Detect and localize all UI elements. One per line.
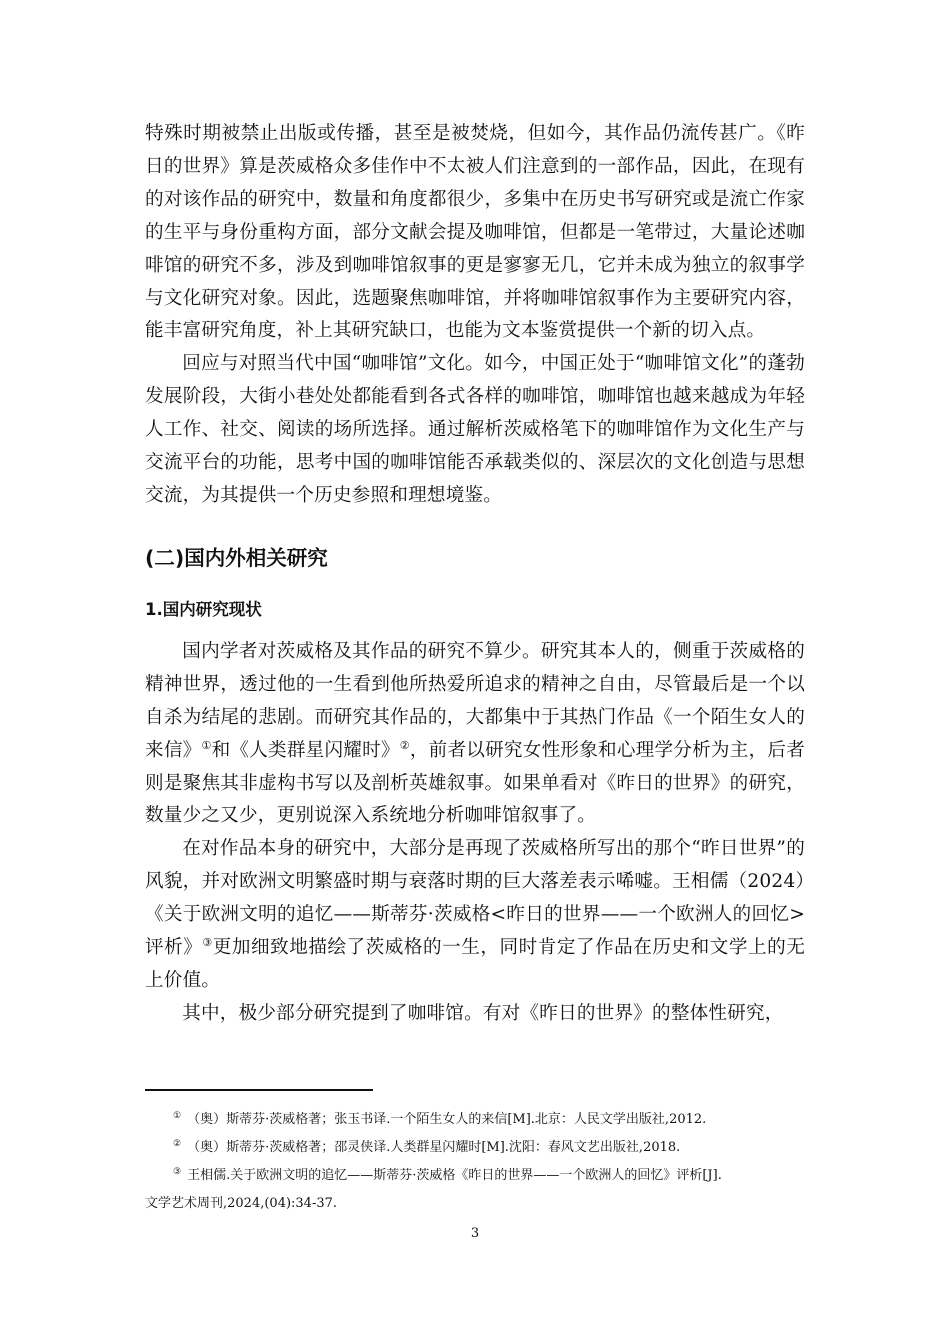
footnote-3-line-1 — [145, 1162, 805, 1190]
paragraph-3-text-a: 国内学者对茨威格及其作品的研究不算少。研究其本人的，侧重于茨威格的精神世界，透过他的一生看到他所热爱所追求的精神之自由，尽管最后是一个以自杀为结尾的悲剧。而研究其作品的，大都集中于其热门作品《一个陌生女人的来信》 — [145, 640, 805, 761]
footnote-3-number: ③ — [173, 1166, 182, 1177]
paragraph-1: 特殊时期被禁止出版或传播，甚至是被焚烧，但如今，其作品仍流传甚广。《昨日的世界》算是茨威格众多佳作中不太被人们注意到的一部作品，因此，在现有的对该作品的研究中，数量和角度都很少，多集中在历史书写研究或是流亡作家的生平与身份重构方面，部分文献会提及咖啡馆，但都是一笔带过，大量论述咖啡馆的研究不多，涉及到咖啡馆叙事的更是寥寥无几，它并未成为独立的叙事学与文化研究对象。因此，选题聚焦咖啡馆，并将咖啡馆叙事作为主要研究内容，能丰富研究角度，补上其研究缺口，也能为文本鉴赏提供一个新的切入点。 — [145, 123, 805, 342]
paragraph-3 — [145, 636, 805, 833]
footnote-ref-2: ② — [399, 738, 410, 752]
footnote-3-text-1: 王相儒.关于欧洲文明的追忆——斯蒂芬·茨威格《昨日的世界——一个欧洲人的回忆》评析[J]. — [187, 1168, 722, 1183]
footnote-ref-3: ③ — [202, 935, 213, 949]
footnote-2-number: ② — [173, 1138, 182, 1149]
paragraph-4-text-b: 更加细致地描绘了茨威格的一生，同时肯定了作品在历史和文学上的无上价值。 — [145, 937, 806, 991]
footnote-separator — [145, 1089, 373, 1091]
footnote-1 — [145, 1106, 805, 1134]
footnote-2-text: （奥）斯蒂芬·茨威格著；邵灵侠译.人类群星闪耀时[M].沈阳：春风文艺出版社,2018. — [187, 1140, 681, 1155]
paragraph-2: 回应与对照当代中国“咖啡馆”文化。如今，中国正处于“咖啡馆文化”的蓬勃发展阶段，大街小巷处处都能看到各式各样的咖啡馆，咖啡馆也越来越成为年轻人工作、社交、阅读的场所选择。通过解析茨威格笔下的咖啡馆作为文化生产与交流平台的功能，思考中国的咖啡馆能否承载类似的、深层次的文化创造与思想交流，为其提供一个历史参照和理想境鉴。 — [145, 353, 805, 506]
paragraph-3-text-c: ，前者以研究女性形象和心理学分析为主，后者则是聚焦其非虚构书写以及剖析英雄叙事。如果单看对《昨日的世界》的研究，数量少之又少，更别说深入系统地分析咖啡馆叙事了。 — [145, 739, 806, 827]
footnotes — [145, 1106, 805, 1218]
footnote-1-number: ① — [173, 1110, 182, 1121]
footnote-1-text: （奥）斯蒂芬·茨威格著；张玉书译.一个陌生女人的来信[M].北京：人民文学出版社,2012. — [187, 1112, 707, 1127]
paragraph-5: 其中，极少部分研究提到了咖啡馆。有对《昨日的世界》的整体性研究， — [182, 1002, 784, 1024]
page-number: 3 — [470, 1226, 480, 1241]
footnote-3-text-2: 文学艺术周刊,2024,(04):34-37. — [145, 1196, 338, 1211]
footnote-ref-1: ① — [201, 738, 212, 752]
paragraph-3-text-b: 和《人类群星闪耀时》 — [211, 739, 400, 761]
paragraph-4-text-a: 在对作品本身的研究中，大部分是再现了茨威格所写出的那个“昨日世界”的风貌，并对欧洲文明繁盛时期与衰落时期的巨大落差表示唏嘘。王相儒（2024）《关于欧洲文明的追忆——斯蒂芬·茨威格<昨日的世界——一个欧洲人的回忆>评析》 — [145, 838, 805, 959]
main-text — [145, 118, 805, 1031]
footnote-3 — [145, 1162, 805, 1218]
footnote-2 — [145, 1134, 805, 1162]
section-heading: (二)国内外相关研究 — [145, 545, 328, 570]
paragraph-4 — [145, 833, 805, 998]
sub-heading: 1.国内研究现状 — [145, 599, 262, 619]
